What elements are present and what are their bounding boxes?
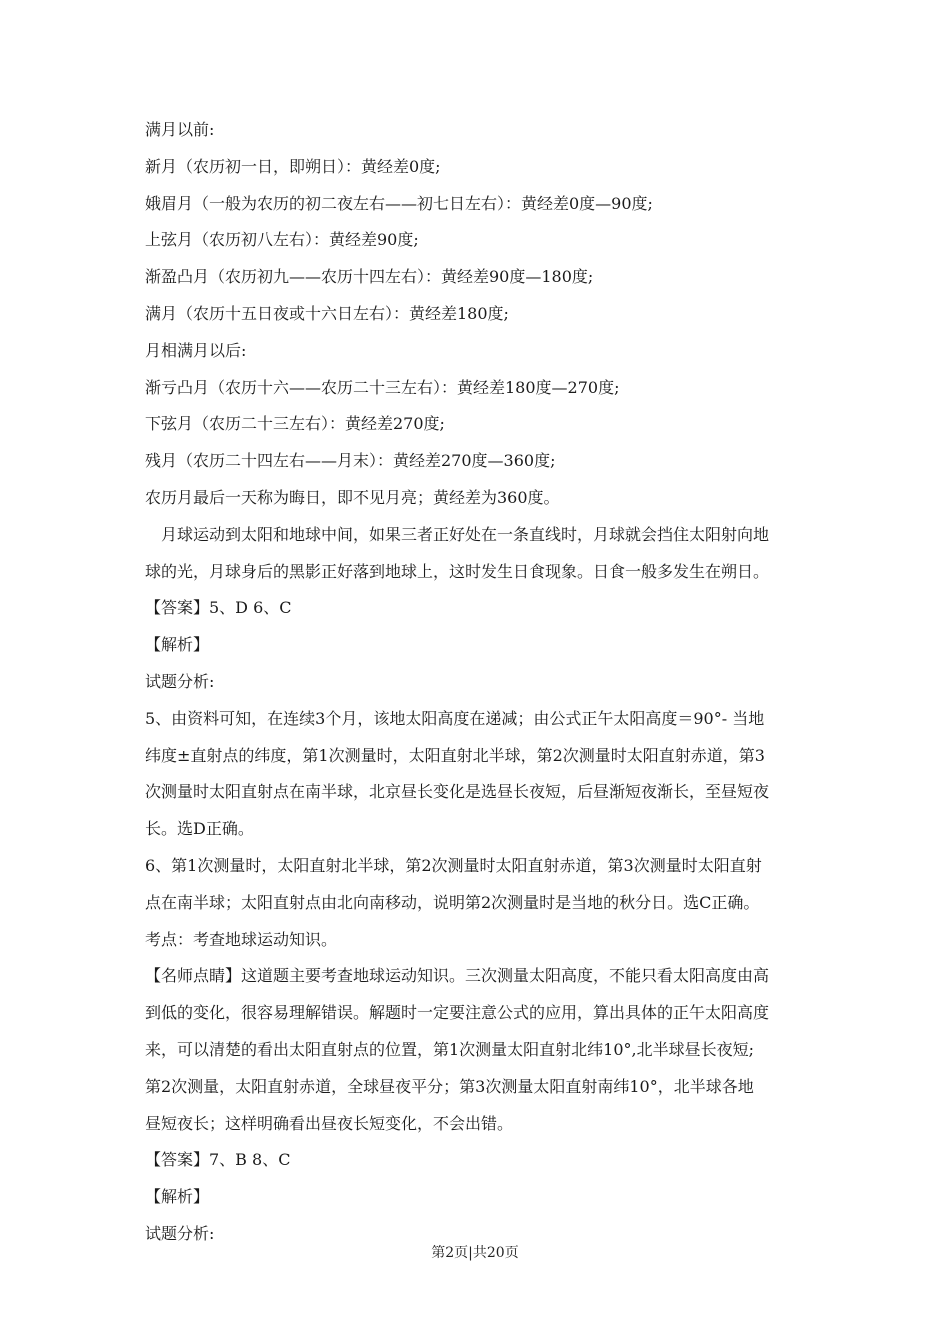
text-line: 次测量时太阳直射点在南半球，北京昼长变化是选昼长夜短，后昼渐短夜渐长，至昼短夜 (145, 782, 770, 802)
text-line: 【解析】 (145, 635, 210, 655)
text-line: 残月（农历二十四左右——月末）：黄经差270度—360度; (145, 451, 556, 471)
text-line: 点在南半球；太阳直射点由北向南移动，说明第2次测量时是当地的秋分日。选C正确。 (145, 892, 760, 912)
text-line: 长。选D正确。 (145, 819, 254, 839)
text-line: 5、由资料可知，在连续3个月，该地太阳高度在递减；由公式正午太阳高度＝90°- 当地 (145, 708, 765, 728)
text-line: 满月（农历十五日夜或十六日左右）：黄经差180度; (145, 303, 509, 323)
text-line: 6、第1次测量时，太阳直射北半球，第2次测量时太阳直射赤道，第3次测量时太阳直射 (145, 855, 762, 875)
document-body (145, 112, 810, 1253)
text-line: 娥眉月（一般为农历的初二夜左右——初七日左右）：黄经差0度—90度; (145, 193, 653, 213)
text-line: 月相满月以后: (145, 340, 247, 360)
text-line: 渐亏凸月（农历十六——农历二十三左右）：黄经差180度—270度; (145, 377, 620, 397)
page-footer: 第2页|共20页 (431, 1245, 519, 1261)
text-line: 【解析】 (145, 1187, 210, 1207)
text-line: 农历月最后一天称为晦日，即不见月亮；黄经差为360度。 (145, 487, 560, 507)
text-line: 【名师点睛】这道题主要考查地球运动知识。三次测量太阳高度，不能只看太阳高度由高 (145, 966, 770, 986)
text-line: 试题分析: (145, 671, 215, 691)
text-line: 渐盈凸月（农历初九——农历十四左右）：黄经差90度—180度; (145, 267, 594, 287)
text-line: 【答案】5、D 6、C (145, 598, 292, 618)
text-line: 月球运动到太阳和地球中间，如果三者正好处在一条直线时，月球就会挡住太阳射向地 (161, 524, 770, 544)
text-line: 到低的变化，很容易理解错误。解题时一定要注意公式的应用，算出具体的正午太阳高度 (145, 1003, 770, 1023)
text-line: 球的光，月球身后的黑影正好落到地球上，这时发生日食现象。日食一般多发生在朔日。 (145, 561, 770, 581)
text-line: 新月（农历初一日，即朔日）：黄经差0度; (145, 156, 441, 176)
text-line: 昼短夜长；这样明确看出昼夜长短变化，不会出错。 (145, 1113, 514, 1133)
text-line: 【答案】7、B 8、C (145, 1150, 291, 1170)
text-line: 下弦月（农历二十三左右）：黄经差270度; (145, 414, 445, 434)
text-line: 第2次测量，太阳直射赤道，全球昼夜平分；第3次测量太阳直射南纬10°，北半球各地 (145, 1076, 754, 1096)
text-line: 来，可以清楚的看出太阳直射点的位置，第1次测量太阳直射北纬10°,北半球昼长夜短; (145, 1039, 755, 1059)
text-line: 满月以前: (145, 120, 215, 139)
text-line: 考点：考查地球运动知识。 (145, 929, 338, 949)
text-line: 纬度±直射点的纬度，第1次测量时，太阳直射北半球，第2次测量时太阳直射赤道，第3 (145, 745, 765, 765)
text-line: 试题分析: (145, 1223, 215, 1243)
text-line: 上弦月（农历初八左右）：黄经差90度; (145, 230, 419, 250)
